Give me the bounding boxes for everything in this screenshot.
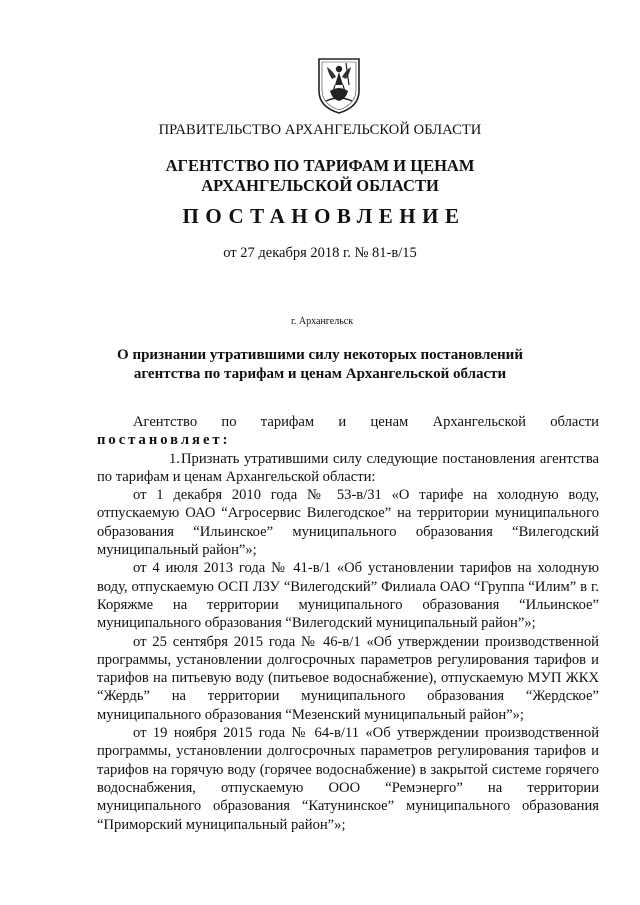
repealed-decree-2: от 4 июля 2013 года № 41-в/1 «Об установлении тарифов на холодную воду, отпускаемую ОСП ЛЗУ “Вилегодский” Филиала ОАО “Группа “Илим” в г. Коряжме на территории муниципального образования “Ильинское” муниципального образования “Вилегодский муниципальный район”»; xyxy=(97,560,599,632)
agency-name-line1: АГЕНТСТВО ПО ТАРИФАМ И ЦЕНАМ xyxy=(165,156,475,175)
item-1-number: 1. xyxy=(169,450,180,467)
repealed-decree-3: от 25 сентября 2015 года № 46-в/1 «Об утверждении производственной программы, установлении долгосрочных параметров регулирования тарифов и тарифов на питьевую воду (питьевое водоснабжение), отпускаемую МУП ЖКХ “Жердь” на территории муниципального образования “Жердское” муниципального образования “Мезенский муниципальный район”»; xyxy=(97,633,599,723)
intro-text: Агентство по тарифам и ценам Архангельской области xyxy=(133,414,599,430)
item-1-text: Признать утратившими силу следующие постановления агентства по тарифам и ценам Архангельской области: xyxy=(97,450,599,485)
document-date-number: от 27 декабря 2018 г. № 81-в/15 xyxy=(223,245,417,261)
document-body xyxy=(97,413,599,834)
agency-name-line2: АРХАНГЕЛЬСКОЙ ОБЛАСТИ xyxy=(201,176,439,195)
subject-line1: О признании утратившими силу некоторых постановлений xyxy=(117,347,523,363)
document-city: г. Архангельск xyxy=(290,316,354,327)
decrees-label: постановляет: xyxy=(97,432,231,449)
subject-line2: агентства по тарифам и ценам Архангельской области xyxy=(133,366,507,382)
item-1 xyxy=(97,450,599,487)
repealed-decree-1: от 1 декабря 2010 года № 53-в/31 «О тарифе на холодную воду, отпускаемую ОАО “Агросервис Вилегодское” на территории муниципального образования “Ильинское” муниципального образования “Вилегодский муниципальный район”»; xyxy=(97,487,599,559)
coat-of-arms-icon xyxy=(316,55,362,115)
document-type: ПОСТАНОВЛЕНИЕ xyxy=(182,204,466,228)
repealed-decree-4: от 19 ноября 2015 года № 64-в/11 «Об утверждении производственной программы, установлении долгосрочных параметров регулирования тарифов и тарифов на горячую воду (горячее водоснабжение) в закрытой системе горячего водоснабжения, отпускаемую ООО “Ремэнерго” на территории муниципального образования “Катунинское” муниципального образования “Приморский муниципальный район”»; xyxy=(97,725,599,833)
agency-name xyxy=(0,156,640,196)
decrees-word xyxy=(97,431,599,449)
government-name: ПРАВИТЕЛЬСТВО АРХАНГЕЛЬСКОЙ ОБЛАСТИ xyxy=(158,122,482,138)
document-subject xyxy=(0,346,640,384)
